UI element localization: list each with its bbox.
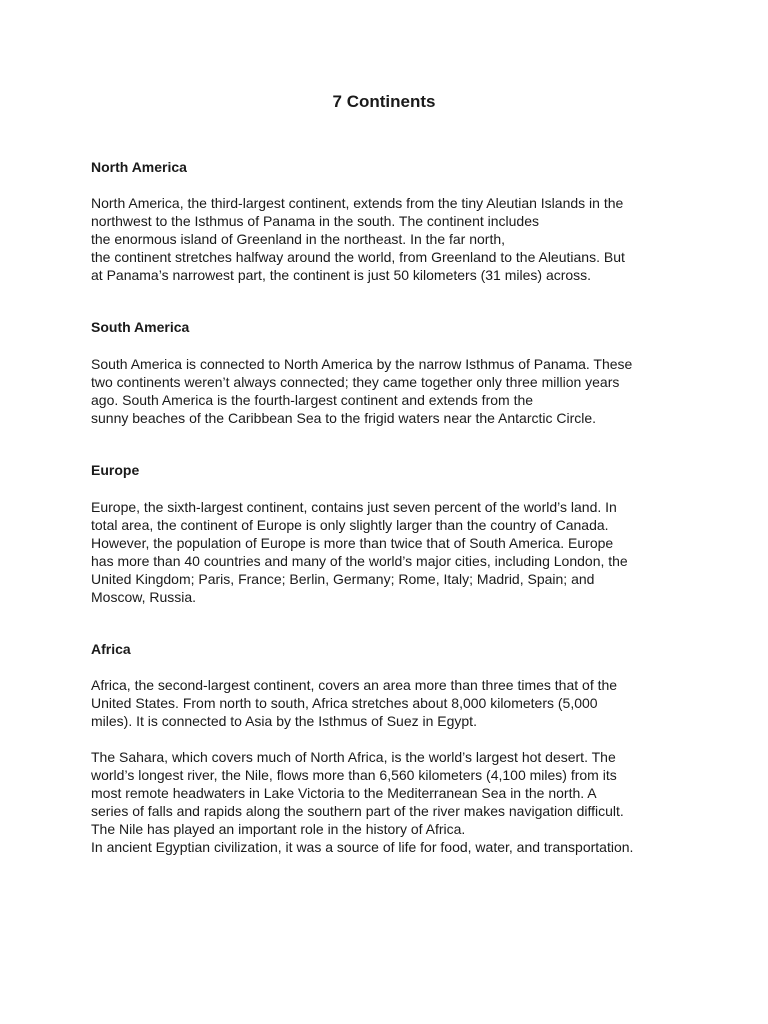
- text-line: ago. South America is the fourth-largest continent and extends from the: [91, 392, 534, 408]
- section-heading-north-america: North America: [91, 159, 187, 175]
- text-line: total area, the continent of Europe is only slightly larger than the country of Canada.: [91, 517, 609, 533]
- text-line: has more than 40 countries and many of the world’s major cities, including London, the: [91, 553, 628, 569]
- text-line: In ancient Egyptian civilization, it was a source of life for food, water, and transportation.: [91, 839, 634, 855]
- section-heading-south-america: South America: [91, 319, 190, 335]
- text-line: at Panama’s narrowest part, the continent is just 50 kilometers (31 miles) across.: [91, 267, 592, 283]
- text-line: Moscow, Russia.: [91, 589, 197, 605]
- text-line: miles). It is connected to Asia by the Isthmus of Suez in Egypt.: [91, 713, 477, 729]
- text-line: Europe, the sixth-largest continent, contains just seven percent of the world’s land. In: [91, 499, 617, 515]
- paragraph-europe: [91, 498, 691, 606]
- text-line: The Nile has played an important role in the history of Africa.: [91, 821, 466, 837]
- text-line: Africa, the second-largest continent, covers an area more than three times that of the: [91, 677, 618, 693]
- text-line: North America, the third-largest continent, extends from the tiny Aleutian Islands in the: [91, 195, 624, 211]
- section-heading-africa: Africa: [91, 641, 131, 657]
- text-line: most remote headwaters in Lake Victoria to the Mediterranean Sea in the north. A: [91, 785, 597, 801]
- text-line: United Kingdom; Paris, France; Berlin, Germany; Rome, Italy; Madrid, Spain; and: [91, 571, 595, 587]
- text-line: world’s longest river, the Nile, flows more than 6,560 kilometers (4,100 miles) from its: [91, 767, 617, 783]
- text-line: sunny beaches of the Caribbean Sea to the frigid waters near the Antarctic Circle.: [91, 410, 597, 426]
- paragraph-south-america: [91, 355, 691, 427]
- text-line: However, the population of Europe is more than twice that of South America. Europe: [91, 535, 614, 551]
- text-line: The Sahara, which covers much of North Africa, is the world’s largest hot desert. The: [91, 749, 616, 765]
- text-line: United States. From north to south, Africa stretches about 8,000 kilometers (5,000: [91, 695, 598, 711]
- section-heading-europe: Europe: [91, 462, 140, 478]
- text-line: northwest to the Isthmus of Panama in the south. The continent includes: [91, 213, 540, 229]
- text-line: South America is connected to North America by the narrow Isthmus of Panama. These: [91, 356, 633, 372]
- page-title: 7 Continents: [332, 92, 436, 111]
- paragraph-africa-2: [91, 748, 691, 856]
- text-line: the continent stretches halfway around the world, from Greenland to the Aleutians. But: [91, 249, 625, 265]
- text-line: two continents weren’t always connected; they came together only three million years: [91, 374, 620, 390]
- text-line: the enormous island of Greenland in the northeast. In the far north,: [91, 231, 506, 247]
- paragraph-north-america: [91, 194, 691, 284]
- text-line: series of falls and rapids along the southern part of the river makes navigation difficult.: [91, 803, 624, 819]
- paragraph-africa-1: [91, 676, 691, 730]
